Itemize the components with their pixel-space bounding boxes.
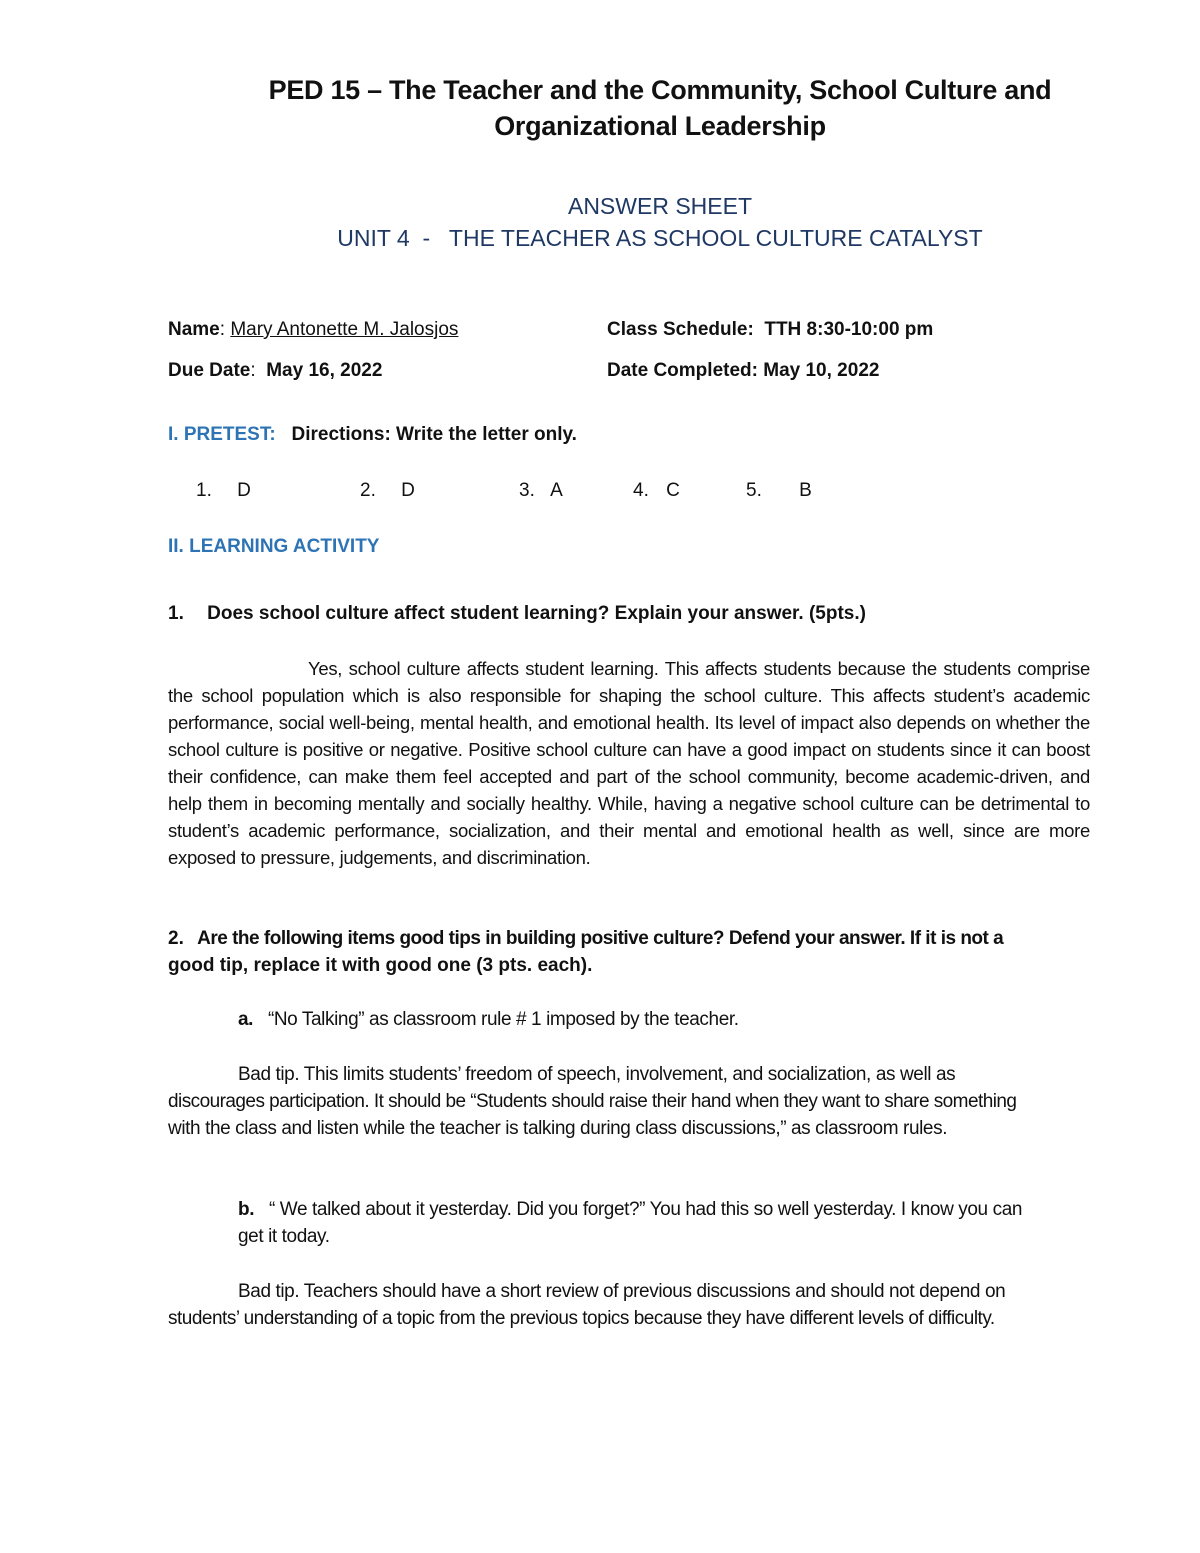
name-field: Name: Mary Antonette M. Jalosjos — [168, 319, 459, 340]
pretest-answer-number: 4. — [633, 480, 649, 501]
question-2-line1 — [168, 925, 1108, 952]
pretest-answer-4 — [633, 479, 680, 503]
course-title-line2: Organizational Leadership — [494, 111, 826, 141]
answer-1-paragraph — [168, 655, 1090, 871]
pretest-answer-number: 3. — [519, 480, 535, 501]
pretest-answer-letter: A — [550, 480, 563, 501]
pretest-heading: I. PRETEST: — [168, 424, 276, 445]
pretest-answer-number: 1. — [196, 480, 212, 501]
date-completed-field — [607, 359, 879, 383]
question-1-text: Does school culture affect student learning? Explain your answer. (5pts.) — [207, 603, 866, 624]
item-a-label: a. — [238, 1009, 254, 1030]
question-1-number: 1. — [168, 603, 184, 624]
pretest-answer-1 — [196, 479, 251, 503]
item-b-answer-line2: students’ understanding of a topic from the previous topics because they have different levels of difficulty. — [168, 1308, 995, 1329]
schedule-label: Class Schedule: — [607, 319, 754, 340]
item-b-text-line2: get it today. — [238, 1226, 330, 1247]
question-2-number: 2. — [168, 928, 184, 949]
due-date-label: Due Date — [168, 360, 251, 381]
item-a-text: “No Talking” as classroom rule # 1 imposed by the teacher. — [267, 1009, 739, 1030]
due-date-value: May 16, 2022 — [266, 360, 383, 381]
name-value: Mary Antonette M. Jalosjos — [230, 319, 459, 340]
pretest-answer-3 — [519, 479, 563, 503]
pretest-section — [168, 423, 577, 447]
schedule-field — [607, 318, 933, 342]
item-a — [238, 1006, 739, 1033]
pretest-answer-2 — [360, 479, 415, 503]
answer-1-text: Yes, school culture affects student learning. This affects students because the students comprise the school population which is also responsible for shaping the school culture. This affects student’s academic performance, social well-being, mental health, and emotional health. Its level of impact also depends on whether the school culture is positive or negative. Positive school culture can have a good impact on students since it can boost their confidence, can make them feel accepted and part of the school community, become academic-driven, and help them in becoming mentally and socially healthy. While, having a negative school culture can be detrimental to student’s academic performance, socialization, and their mental and emotional health as well, since are more exposed to pressure, judgements, and discrimination. — [168, 658, 1090, 868]
pretest-answer-5 — [746, 479, 812, 503]
pretest-answer-number: 2. — [360, 480, 376, 501]
course-title-line1: PED 15 – The Teacher and the Community, School Culture and — [268, 75, 1052, 105]
date-completed-label: Date Completed: — [607, 360, 758, 381]
item-b-answer-line1: Bad tip. Teachers should have a short review of previous discussions and should not depend on — [238, 1281, 1006, 1302]
name-label: Name — [168, 319, 220, 340]
item-a-answer-line2: discourages participation. It should be “Students should raise their hand when they want to share something — [168, 1091, 1017, 1112]
question-1 — [168, 600, 866, 627]
pretest-directions: Directions: Write the letter only. — [291, 424, 577, 445]
item-a-answer-line3: with the class and listen while the teacher is talking during class discussions,” as classroom rules. — [168, 1118, 948, 1139]
pretest-answer-number: 5. — [746, 480, 762, 501]
unit-title: UNIT 4 - THE TEACHER AS SCHOOL CULTURE CATALYST — [337, 225, 983, 251]
schedule-value: TTH 8:30-10:00 pm — [764, 319, 934, 340]
question-2-text-line1: Are the following items good tips in building positive culture? Defend your answer. If it is not a — [197, 928, 1004, 949]
item-b — [238, 1196, 1022, 1223]
date-completed-value: May 10, 2022 — [763, 360, 880, 381]
question-2-line2: good tip, replace it with good one (3 pts. each). — [168, 955, 593, 976]
pretest-answer-letter: B — [799, 480, 812, 501]
item-a-answer-line1: Bad tip. This limits students’ freedom of speech, involvement, and socialization, as well as — [238, 1064, 956, 1085]
pretest-answer-letter: D — [401, 480, 415, 501]
due-date-field: Due Date: May 16, 2022 — [168, 360, 383, 381]
learning-activity-heading: II. LEARNING ACTIVITY — [168, 536, 380, 557]
pretest-answer-letter: D — [237, 480, 251, 501]
pretest-answer-letter: C — [666, 480, 680, 501]
question-2 — [168, 925, 1108, 979]
item-b-text-line1: “ We talked about it yesterday. Did you forget?” You had this so well yesterday. I know you can — [268, 1199, 1023, 1220]
answer-sheet-title: ANSWER SHEET — [567, 193, 753, 219]
item-b-label: b. — [238, 1199, 255, 1220]
